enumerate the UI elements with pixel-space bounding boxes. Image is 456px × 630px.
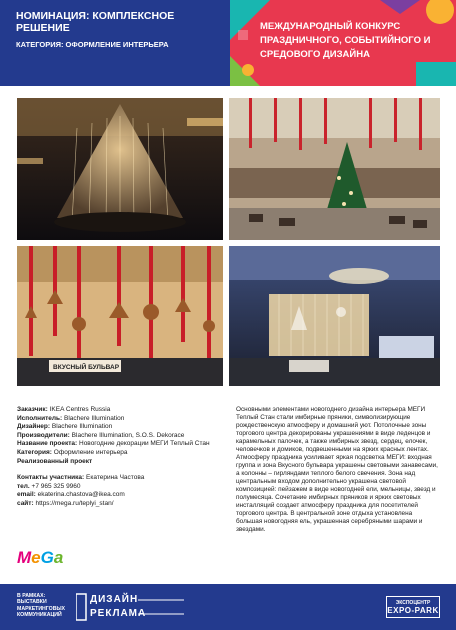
project-value: Новогодние декорации МЕГИ Теплый Стан: [79, 440, 210, 448]
producers-value: Blachere Illumination, S.O.S. Dekorace: [71, 431, 185, 439]
phone-label: тел.: [17, 482, 30, 490]
footer-exhibition-note: [17, 593, 71, 619]
client-row: [17, 406, 232, 415]
nomination-category: КАТЕГОРИЯ: ОФОРМЛЕНИЕ ИНТЕРЬЕРА: [16, 40, 169, 49]
client-value: IKEA Centres Russia: [49, 406, 111, 413]
site-row: [17, 500, 232, 509]
phone-value[interactable]: +7 965 325 9960: [31, 482, 81, 490]
designer-label: Дизайнер:: [17, 423, 51, 431]
photo-atrium-christmas-tree: [229, 98, 440, 240]
category-label: Категория:: [17, 448, 52, 456]
project-label: Название проекта:: [17, 440, 78, 448]
project-info: [17, 406, 232, 509]
producers-row: [17, 432, 232, 441]
nomination-title: НОМИНАЦИЯ: КОМПЛЕКСНОЕ РЕШЕНИЕ: [16, 10, 175, 34]
designer-row: [17, 423, 232, 432]
design-advertising-logo: [76, 592, 186, 622]
vkusny-bulvar-sign: ВКУСНЫЙ БУЛЬВАР: [53, 364, 120, 371]
project-status: Реализованный проект: [17, 457, 93, 465]
header-band: [0, 0, 456, 86]
site-link[interactable]: https://mega.ru/teplyi_stan/: [35, 499, 114, 507]
banner-title: МЕЖДУНАРОДНЫЙ КОНКУРС ПРАЗДНИЧНОГО, СОБЫТИЙНОГО И СРЕДОВОГО ДИЗАЙНА: [260, 21, 431, 60]
email-link[interactable]: ekaterina.chastova@ikea.com: [37, 491, 125, 499]
designer-value: Blachere Illumination: [51, 423, 113, 431]
email-row: [17, 491, 232, 500]
expo-park-small: ЭКСПОЦЕНТР: [395, 600, 431, 606]
executor-label: Исполнитель:: [17, 414, 63, 422]
executor-value: Blachere Illumination: [63, 414, 125, 422]
design-logo-line1: ДИЗАЙН: [90, 594, 139, 605]
executor-row: [17, 415, 232, 424]
footer-band: [0, 584, 456, 630]
project-description: Основными элементами новогоднего дизайна интерьера МЕГИ Теплый Стан стали имбирные пряники, символизирующие рождественскую атмосферу и домашний уют. Потолочные зоны торгового центра декорированы украшениями в виде леденцов и карамельных палочек, а также имбирных звезд, сердец, елочек, человечков и домиков, подвешенными на ярких красных лентах. Атмосферу праздника усиливает яркая подсветка МЕГИ: входная группа и зона Вкусного бульвара украшены световыми занавесами, а колонны – гирляндами теплого белого свечения. Зона над центральным входом дополнительно украшена световой композицией: пейзажем в виде новогодней ели, мельницы, звезд и полумесяца. Сочетание имбирных пряников и ярких световых инсталляций создает атмосферу праздника для посетителей торгового центра. В центральной зоне отдыха установлена большая новогодняя ель, украшенная серебряными шарами и звездами.: [236, 406, 438, 533]
photo-red-ribbons-gingerbread: [17, 246, 223, 386]
status-row: [17, 458, 232, 467]
svg-text:MeGa: MeGa: [17, 548, 64, 567]
email-label: email:: [17, 491, 36, 499]
category-value: Оформление интерьера: [53, 448, 128, 456]
photo-chandelier-canopy: [17, 98, 223, 240]
mega-logo: [17, 545, 77, 567]
photo-curtain-lights-hall: [229, 246, 440, 386]
contest-banner: [230, 0, 456, 86]
category-row: [17, 449, 232, 458]
phone-row: [17, 483, 232, 492]
expo-park-logo: [386, 596, 440, 618]
client-label: Заказчик:: [17, 406, 48, 413]
site-label: сайт:: [17, 499, 34, 507]
footer-note-text: В РАМКАХ: ВЫСТАВКИ МАРКЕТИНГОВЫХ КОММУНИКАЦИЙ: [17, 593, 65, 619]
project-name-row: [17, 440, 232, 449]
contacts-row: [17, 474, 232, 483]
contacts-label: Контакты участника:: [17, 474, 85, 482]
expo-park-title: EXPO-PARK: [387, 606, 439, 615]
design-logo-line2: РЕКЛАМА: [90, 608, 147, 619]
contact-name: Екатерина Частова: [86, 474, 145, 482]
producers-label: Производители:: [17, 431, 70, 439]
